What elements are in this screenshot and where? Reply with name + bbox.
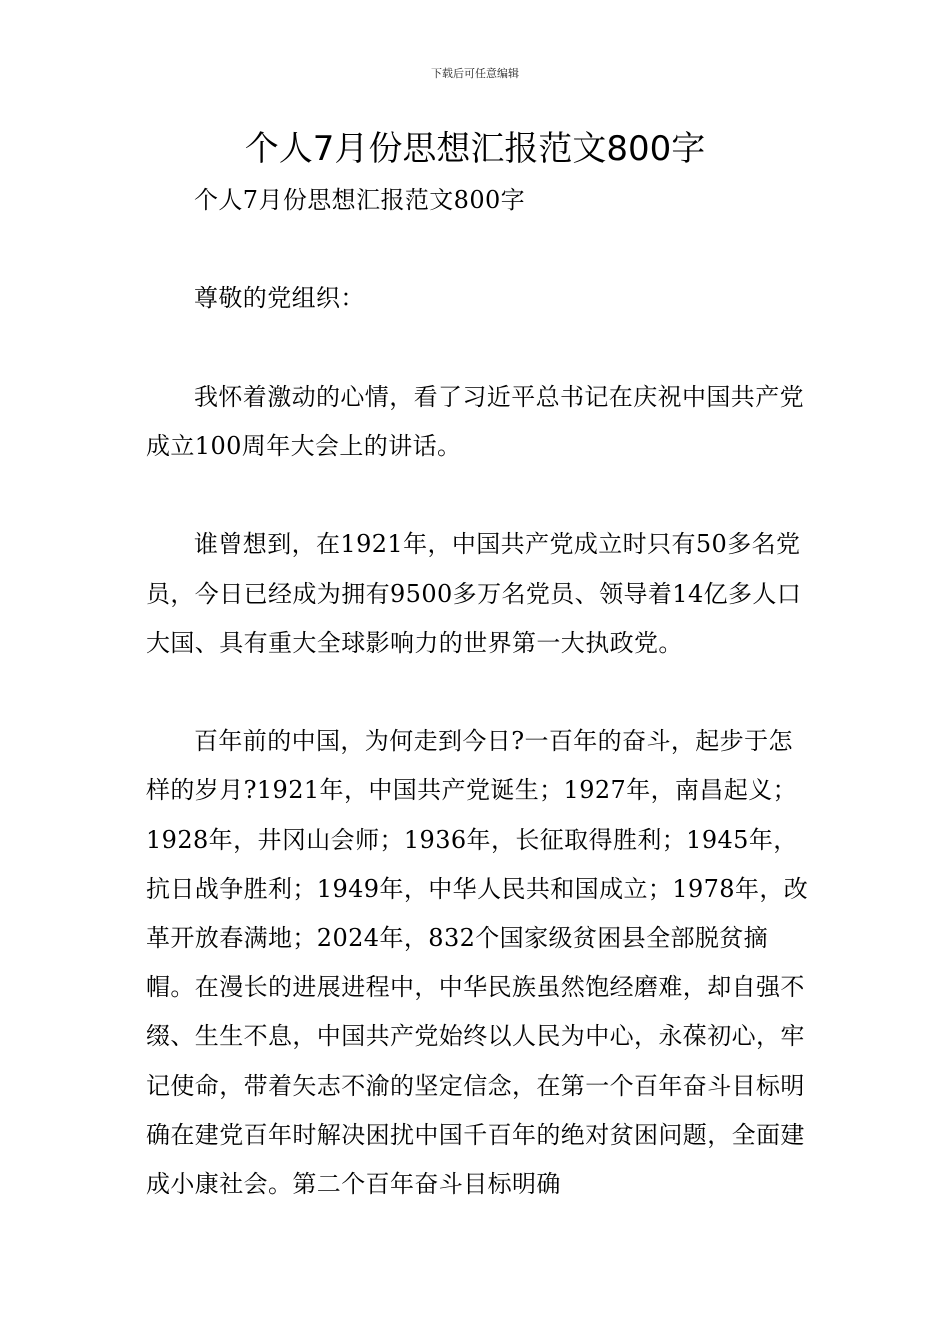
paragraph-salutation: 尊敬的党组织： [194,284,365,313]
header-note: 下载后可任意编辑 [431,67,519,80]
document-title: 个人7月份思想汇报范文800字 [244,129,706,169]
paragraph-1: 我怀着激动的心情，看了习近平总书记在庆祝中国共产党成立100周年大会上的讲话。 [146,382,804,460]
paragraph-3: 百年前的中国，为何走到今日?一百年的奋斗，起步于怎样的岁月?1921年，中国共产党诞生；1927年，南昌起义；1928年，井冈山会师；1936年，长征取得胜利；1945年，抗日战争胜利；1949年，中华人民共和国成立；1978年，改革开放春满地；2024年，832个国家级贫困县全部脱贫摘帽。在漫长的进展进程中，中华民族虽然饱经磨难，却自强不缀、生生不息，中国共产党始终以人民为中心，永葆初心，牢记使命，带着矢志不渝的坚定信念，在第一个百年奋斗目标明确在建党百年时解决困扰中国千百年的绝对贫困问题，全面建成小康社会。第二个百年奋斗目标明确 [146,727,809,1198]
paragraph-subtitle: 个人7月份思想汇报范文800字 [194,186,526,214]
document-body [146,176,810,1209]
paragraph-2: 谁曾想到，在1921年，中国共产党成立时只有50多名党员，今日已经成为拥有9500多万名党员、领导着14亿多人口大国、具有重大全球影响力的世界第一大执政党。 [146,530,802,657]
